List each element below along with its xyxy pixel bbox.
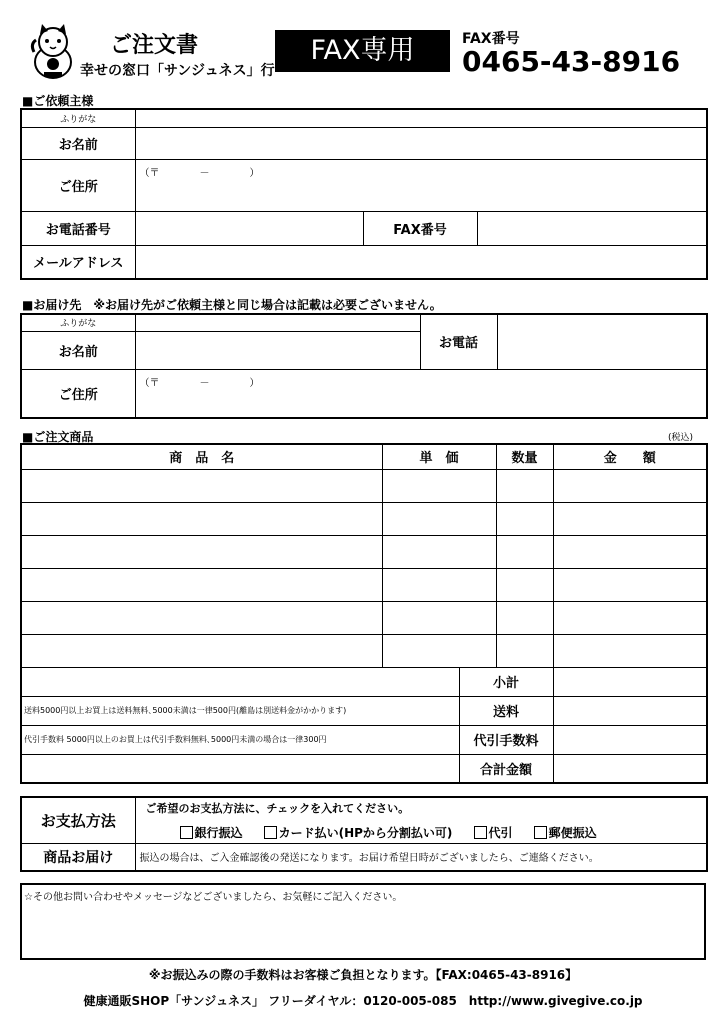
delivery-furigana-label: ふりがな (21, 314, 135, 331)
payment-table (20, 796, 708, 872)
shop-line: 健康通販SHOP「サンジュネス」 フリーダイヤル：0120-005-085 http://www.givegive.co.jp (83, 994, 643, 1008)
unit-price-cell[interactable] (382, 568, 496, 601)
tax-note: (税込) (668, 433, 694, 443)
fax-label: FAX番号 (462, 31, 520, 47)
checkbox[interactable] (264, 826, 277, 839)
table-row (21, 502, 707, 535)
delivery-zip-template: （〒 － ） (139, 377, 260, 389)
quantity-cell[interactable] (496, 601, 553, 634)
requester-zip-template: （〒 － ） (139, 167, 260, 179)
payment-option-postal[interactable]: 郵便振込 (534, 826, 597, 840)
page-title: ご注文書 (110, 33, 199, 58)
quantity-cell[interactable] (496, 535, 553, 568)
requester-name-field[interactable] (135, 127, 707, 159)
requester-furigana-label: ふりがな (21, 109, 135, 127)
delivery-phone-field[interactable] (497, 314, 707, 369)
product-name-cell[interactable] (21, 568, 382, 601)
product-name-cell[interactable] (21, 502, 382, 535)
quantity-cell[interactable] (496, 634, 553, 667)
payment-option-bank[interactable]: 銀行振込 (180, 826, 243, 840)
delivery-section-title: ■お届け先 ※お届け先がご依頼主様と同じ場合は記載は必要ございません。 (22, 298, 442, 312)
shipping-note: 送料5000円以上お買上は送料無料､5000未満は一律500円(離島は別送料金がかかります) (21, 696, 459, 725)
fax-number: 0465-43-8916 (462, 45, 681, 78)
requester-section-title: ■ご依頼主様 (22, 94, 94, 108)
col-header-quantity: 数量 (496, 444, 553, 469)
delivery-info-label: 商品お届け (21, 843, 135, 871)
requester-email-field[interactable] (135, 245, 707, 279)
requester-address-label: ご住所 (21, 159, 135, 211)
requester-fax-label: FAX番号 (363, 211, 477, 245)
fee-note: ※お振込みの際の手数料はお客様ご負担となります。【FAX:0465-43-8916】 (148, 968, 578, 982)
maneki-neko-logo (28, 22, 78, 80)
table-row (21, 535, 707, 568)
amount-cell[interactable] (553, 535, 707, 568)
total-label: 合計金額 (459, 754, 553, 783)
subtotal-blank (21, 667, 459, 696)
order-table (20, 443, 708, 784)
shipping-label: 送料 (459, 696, 553, 725)
quantity-cell[interactable] (496, 502, 553, 535)
quantity-cell[interactable] (496, 469, 553, 502)
amount-cell[interactable] (553, 568, 707, 601)
table-row (21, 469, 707, 502)
message-prompt: ☆その他お問い合わせやメッセージなどございましたら、お気軽にご記入ください。 (24, 892, 403, 903)
requester-email-label: メールアドレス (21, 245, 135, 279)
delivery-table (20, 313, 708, 419)
unit-price-cell[interactable] (382, 601, 496, 634)
delivery-address-field[interactable] (135, 369, 707, 418)
product-name-cell[interactable] (21, 469, 382, 502)
payment-option-cod[interactable]: 代引 (474, 826, 513, 840)
requester-furigana-field[interactable] (135, 109, 707, 127)
unit-price-cell[interactable] (382, 535, 496, 568)
product-name-cell[interactable] (21, 601, 382, 634)
requester-fax-field[interactable] (477, 211, 707, 245)
col-header-product: 商 品 名 (21, 444, 382, 469)
amount-cell[interactable] (553, 502, 707, 535)
amount-cell[interactable] (553, 601, 707, 634)
amount-cell[interactable] (553, 634, 707, 667)
fax-banner: FAX専用 (275, 30, 450, 72)
payment-instruction: ご希望のお支払方法に、チェックを入れてください。 (145, 801, 410, 815)
total-field[interactable] (553, 754, 707, 783)
requester-address-field[interactable] (135, 159, 707, 211)
requester-name-label: お名前 (21, 127, 135, 159)
unit-price-cell[interactable] (382, 502, 496, 535)
delivery-name-label: お名前 (21, 331, 135, 369)
table-row (21, 568, 707, 601)
col-header-amount: 金 額 (553, 444, 707, 469)
cod-fee-field[interactable] (553, 725, 707, 754)
order-section-title: ■ご注文商品 (22, 430, 94, 444)
table-row (21, 634, 707, 667)
payment-option-card[interactable]: カード払い(HPから分割払い可) (264, 826, 453, 840)
delivery-furigana-field[interactable] (135, 314, 420, 331)
subtotal-label: 小計 (459, 667, 553, 696)
product-name-cell[interactable] (21, 535, 382, 568)
checkbox[interactable] (474, 826, 487, 839)
delivery-phone-label: お電話 (420, 314, 497, 369)
col-header-unit-price: 単 価 (382, 444, 496, 469)
payment-method-cell (135, 797, 707, 843)
table-row (21, 601, 707, 634)
checkbox[interactable] (534, 826, 547, 839)
amount-cell[interactable] (553, 469, 707, 502)
unit-price-cell[interactable] (382, 469, 496, 502)
quantity-cell[interactable] (496, 568, 553, 601)
checkbox[interactable] (180, 826, 193, 839)
shipping-field[interactable] (553, 696, 707, 725)
delivery-address-label: ご住所 (21, 369, 135, 418)
total-blank (21, 754, 459, 783)
requester-phone-field[interactable] (135, 211, 363, 245)
message-box[interactable] (20, 883, 706, 960)
delivery-info-note: 振込の場合は、ご入金確認後の発送になります。お届け希望日時がございましたら、ご連絡ください。 (135, 843, 707, 871)
cod-fee-label: 代引手数料 (459, 725, 553, 754)
unit-price-cell[interactable] (382, 634, 496, 667)
payment-method-label: お支払方法 (21, 797, 135, 843)
page-subtitle: 幸せの窓口「サンジュネス」行 (80, 63, 275, 79)
product-name-cell[interactable] (21, 634, 382, 667)
requester-phone-label: お電話番号 (21, 211, 135, 245)
delivery-name-field[interactable] (135, 331, 420, 369)
requester-table (20, 108, 708, 280)
cod-note: 代引手数料 5000円以上のお買上は代引手数料無料､5000円未満の場合は一律300円 (21, 725, 459, 754)
subtotal-field[interactable] (553, 667, 707, 696)
